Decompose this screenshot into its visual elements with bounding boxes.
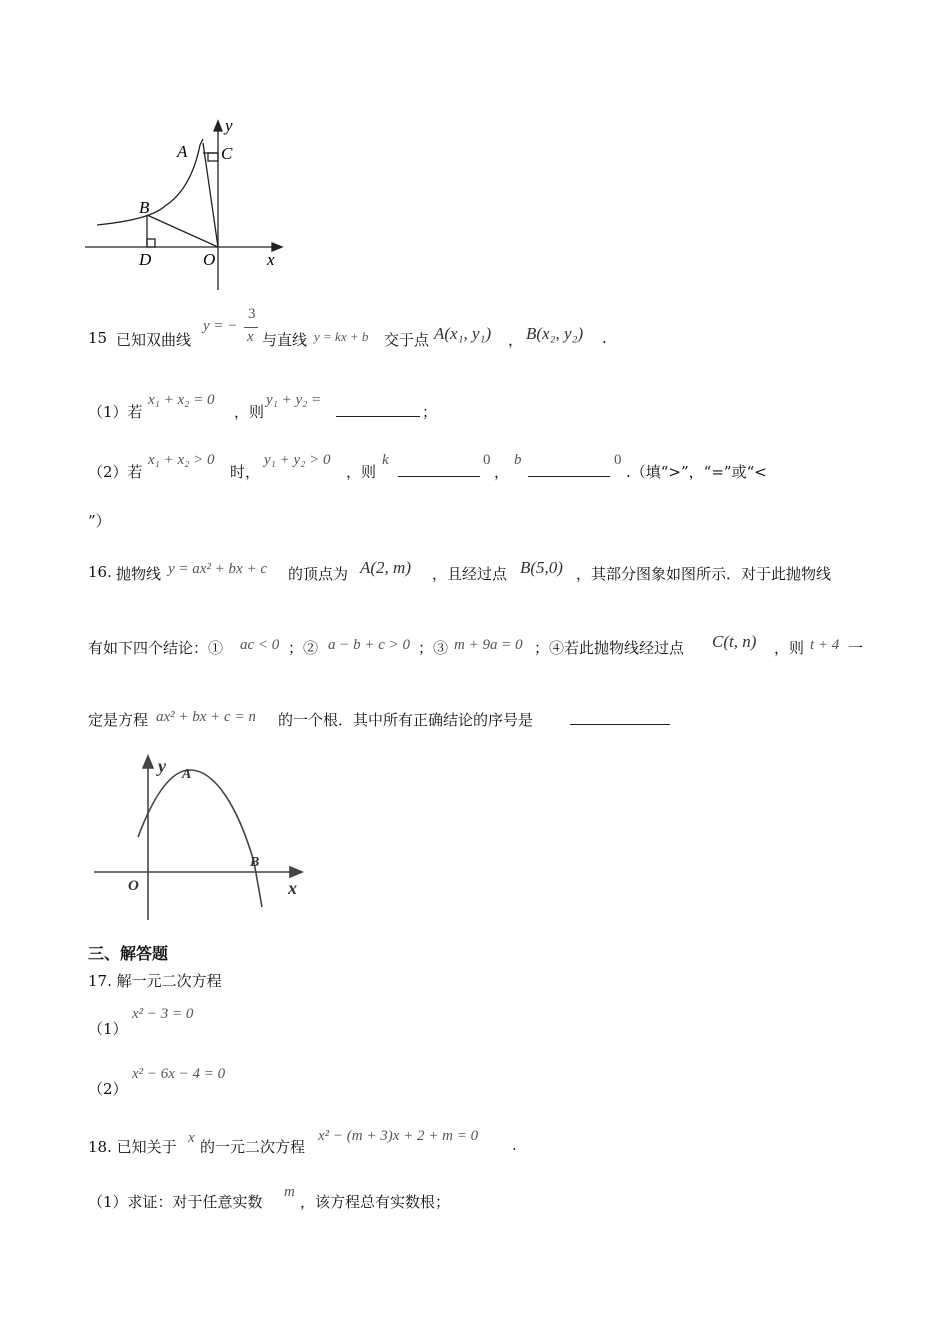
label-D: D [139,250,152,269]
q15-p2-num: （2）若 [88,463,143,481]
label-A: A [182,767,192,782]
parabola-figure [90,752,320,927]
segment-OB [147,215,218,247]
q16-parabola-eq: y = ax² + bx + c [168,561,267,577]
q16-text-d: ，其部分图象如图所示．对于此抛物线 [576,565,832,583]
q17-title: 17. 解一元二次方程 [88,972,222,990]
q16-line2-end: 一 [848,639,864,657]
q16-number: 16. [88,563,112,581]
q15-p2-shi: 时， [230,463,261,481]
q17-p1-num: （1） [88,1020,128,1038]
q15-p1-then: ，则 [234,403,265,421]
y-axis-arrow [143,756,153,768]
label-B: B [250,855,260,870]
q18-p1-a: （1）求证：对于任意实数 [88,1193,263,1211]
label-y: y [225,116,233,135]
label-O: O [203,250,216,269]
q18-eq: x² − (m + 3)x + 2 + m = 0 [318,1128,479,1144]
q15-p2-k: k [382,452,389,468]
q15-hyperbola-y: y = − [203,318,238,334]
q15-p1-end: ； [422,403,438,421]
q15-text-c: 交于点 [384,331,430,349]
q16-s3: ；④若此抛物线经过点 [534,639,685,657]
q16-s1: ；② [288,639,319,657]
section-3-title: 三、解答题 [88,944,169,963]
label-x: x [267,250,275,269]
q15-end: . [602,329,607,347]
q16-line3-a: 定是方程 [88,711,149,729]
right-angle-D [147,239,155,247]
q16-text-b: 的顶点为 [288,565,349,583]
x-axis-arrow [290,867,302,877]
q15-p2-then: ，则 [346,463,377,481]
q15-p1-answer-blank[interactable] [336,402,420,417]
q16-expr-t4: t + 4 [810,637,840,653]
q16-point-B: B(5,0) [520,558,563,577]
q16-conclusion-3: m + 9a = 0 [454,637,523,653]
q16-s2: ；③ [418,639,449,657]
q15-text-b: 与直线 [262,331,308,349]
q15-p2-k-blank[interactable] [398,462,480,477]
q15-p2-cond1: x₁ + x₂ > 0 [148,452,215,468]
q17-p1-eq: x² − 3 = 0 [132,1006,194,1022]
q15-number: 15 [88,329,108,347]
q17-p2-eq: x² − 6x − 4 = 0 [132,1066,226,1082]
q16-s4: ，则 [774,639,805,657]
q15-p2-cond2: y₁ + y₂ > 0 [264,452,331,468]
q15-fraction-bar [244,327,258,328]
label-y: y [158,756,166,776]
q16-conclusion-2: a − b + c > 0 [328,637,411,653]
q15-p2-b-blank[interactable] [528,462,610,477]
q17-p2-num: （2） [88,1080,128,1098]
q15-p2-b: b [514,452,522,468]
q18-var-x: x [188,1130,195,1146]
q18-end: . [512,1136,517,1154]
q16-answer-blank[interactable] [570,710,670,725]
q16-text-c: ，且经过点 [432,565,508,583]
q15-line-eq: y = kx + b [314,329,369,344]
q15-p2-zero1: 0 [483,452,491,468]
q16-vertex: A(2, m) [360,558,411,577]
hyperbola-figure [85,115,295,295]
q15-p2-fill: .（填“>”，“=”或“< [626,463,767,481]
right-angle-C [208,153,218,161]
q18-p1-m: m [284,1184,295,1200]
q15-p2-zero2: 0 [614,452,622,468]
q15-point-A: A(x₁, y₁) [434,324,492,343]
q15-p1-num: （1）若 [88,403,143,421]
q18-b: 的一元二次方程 [200,1138,306,1156]
q16-line3-b: 的一个根．其中所有正确结论的序号是 [278,711,534,729]
parabola-curve [138,770,262,907]
q15-p1-cond: x₁ + x₂ = 0 [148,392,215,408]
q18-p1-b: ，该方程总有实数根； [300,1193,451,1211]
q16-conclusion-1: ac < 0 [240,637,280,653]
label-O: O [128,878,139,894]
q15-p2-fill-end: ”） [88,512,111,530]
label-x: x [288,878,297,898]
q18-a: 18. 已知关于 [88,1138,177,1156]
q15-point-B: B(x₂, y₂) [526,324,584,343]
q15-p1-expr: y₁ + y₂ = [266,392,322,408]
q15-p2-comma: ， [494,463,510,481]
q15-hyperbola-num: 3 [248,306,256,322]
q16-root-eq: ax² + bx + c = n [156,709,256,725]
q15-text-a: 已知双曲线 [116,331,192,349]
label-C: C [221,144,233,163]
q16-line2-a: 有如下四个结论：① [88,639,224,657]
segment-OA [203,143,218,247]
label-B: B [139,198,150,217]
q15-sep: ， [508,331,524,349]
q15-hyperbola-den: x [247,329,254,345]
label-A: A [177,142,188,161]
y-axis-arrow [214,121,222,131]
q16-point-C: C(t, n) [712,632,757,651]
q16-text-a: 抛物线 [116,565,162,583]
